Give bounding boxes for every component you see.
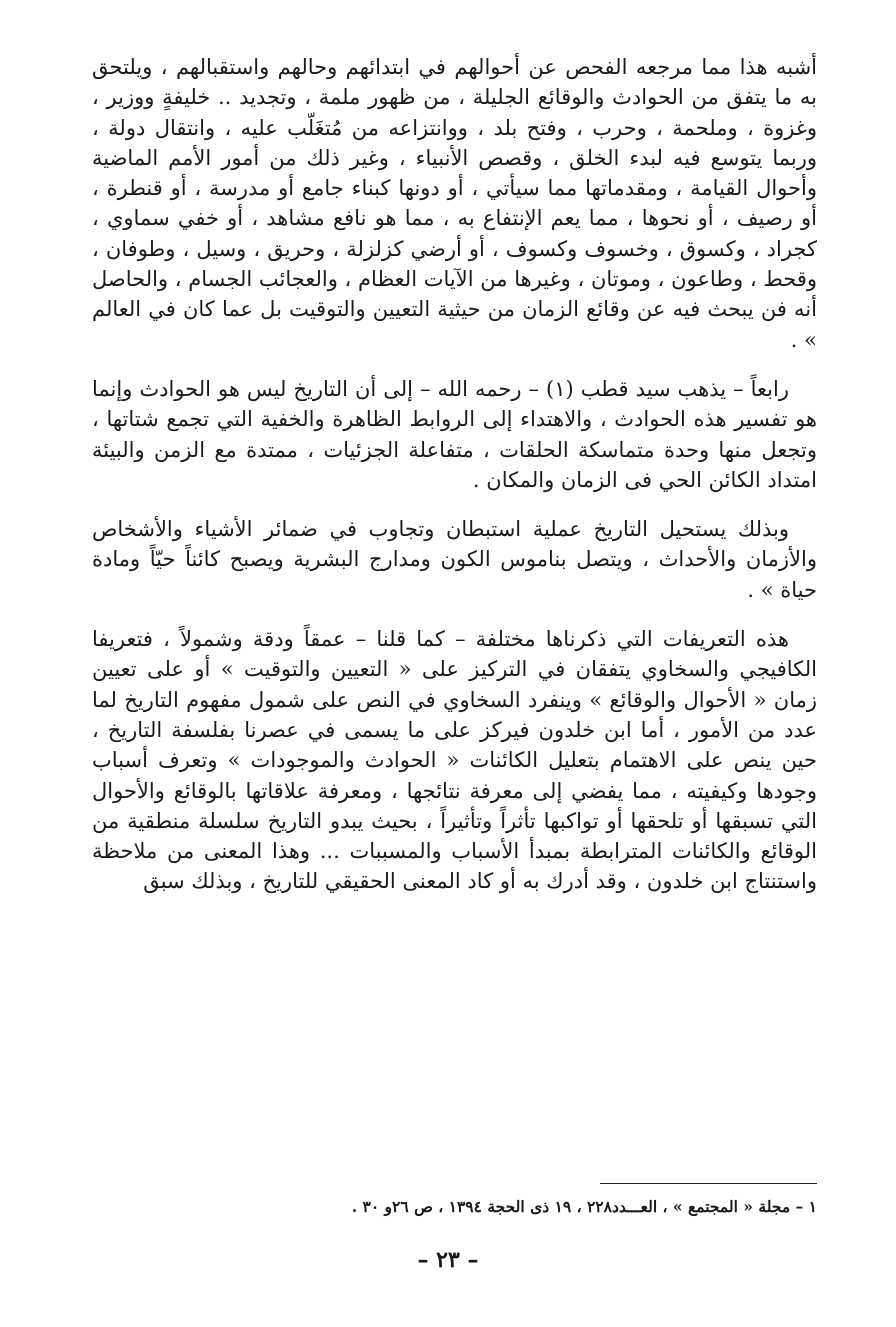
page-number: – ٢٣ – (417, 1247, 479, 1273)
paragraph-4: هذه التعريفات التي ذكرناها مختلفة – كما قلنا – عمقاً ودقة وشمولاً ، فتعريفا الكافيجي والسخاوي يتفقان في التركيز على « التعيين والتوقيت » أو على تعيين زمان « الأحوال والوقائع » وينفرد السخاوي في النص على شمول مفهوم التاريخ لما عدد من الأمور ، أما ابن خلدون فيركز على ما يسمى في عصرنا بفلسفة التاريخ ، حين ينص على الاهتمام بتعليل الكائنات « الحوادث والموجودات » وتعرف أسباب وجودها وكيفيته ، مما يفضي إلى معرفة نتائجها ، ومعرفة علاقاتها بالوقائع والأحوال التي تسبقها أو تلحقها أو تواكبها تأثراً وتأثيراً ، بحيث يبدو التاريخ سلسلة منطقية من الوقائع والكائنات المترابطة بمبدأ الأسباب والمسببات ... وهذا المعنى من ملاحظة واستنتاج ابن خلدون ، وقد أدرك به أو كاد المعنى الحقيقي للتاريخ ، وبذلك سبق (92, 627, 817, 894)
paragraph-1: أشبه هذا مما مرجعه الفحص عن أحوالهم في ابتدائهم وحالهم واستقبالهم ، ويلتحق به ما يتفق من الحوادث والوقائع الجليلة ، من ظهور ملمة ، وتجديد .. خليفةٍ ووزير ، وغزوة ، وملحمة ، وحرب ، وفتح بلد ، ووانتزاعه من مُتغَلّب عليه ، وانتقال دولة ، وربما يتوسع فيه لبدء الخلق ، وقصص الأنبياء ، وغير ذلك من أمور الأمم الماضية وأحوال القيامة ، ومقدماتها مما سيأتي ، أو دونها كبناء جامع أو مدرسة ، أو قنطرة ، أو رصيف ، أو نحوها ، مما يعم الإنتفاع به ، مما هو نافع مشاهد ، أو خفي سماوي ، كجراد ، وكسوق ، وخسوف وكسوف ، أو أرضي كزلزلة ، وحريق ، وسيل ، وطوفان ، وقحط ، وطاعون ، وموتان ، وغيرها من الآيات العظام ، والعجائب الجسام ، والحاصل أنه فن يبحث فيه عن وقائع الزمان من حيثية التعيين والتوقيت بل عما كان في العالم » . (92, 55, 817, 352)
paragraph-3: وبذلك يستحيل التاريخ عملية استبطان وتجاوب في ضمائر الأشياء والأشخاص والأزمان والأحداث ، ويتصل بناموس الكون ومدارج البشرية ويصبح كائناً حيّاً ومادة حياة » . (92, 517, 817, 602)
main-text (92, 52, 817, 897)
footnote: ١ – مجلة « المجتمع » ، العـــدد٢٢٨ ، ١٩ ذى الحجة ١٣٩٤ ، ص ٢٦و ٣٠ . (351, 1197, 817, 1216)
paragraph-2: رابعاً – يذهب سيد قطب (١) – رحمه الله – إلى أن التاريخ ليس هو الحوادث وإنما هو تفسير هذه الحوادث ، والاهتداء إلى الروابط الظاهرة والخفية التي تجمع شتاتها ، وتجعل منها وحدة متماسكة الحلقات ، متفاعلة الجزئيات ، ممتدة مع الزمن والبيئة امتداد الكائن الحي فى الزمان والمكان . (92, 376, 817, 492)
footnote-divider (600, 1183, 817, 1184)
